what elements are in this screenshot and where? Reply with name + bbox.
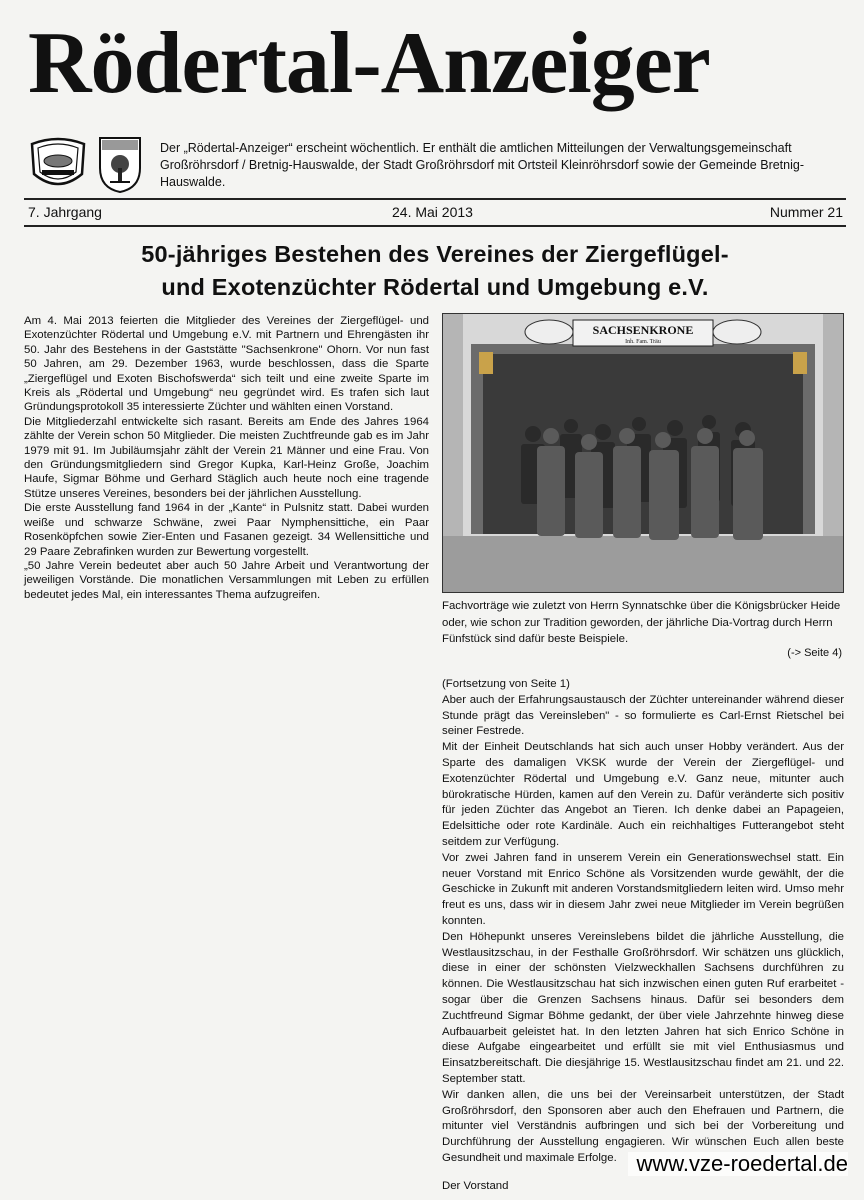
article-paragraph: (Fortsetzung von Seite 1)	[442, 678, 570, 690]
article-column-left	[24, 314, 429, 602]
article-paragraph: Wir danken allen, die uns bei der Vereinsarbeit unterstützen, der Stadt Großröhrsdorf, den Sponsoren aber auch den Ehefrauen und Partnern, die mitunter viel Verständnis aufbringen und sich bei der Vorbereitung und Durchführung der Ausstellung engagieren. Wir wünschen Euch allen beste Gesundheit und maximale Erfolge.	[442, 1088, 844, 1164]
group-photo	[442, 313, 844, 593]
article-paragraph: Vor zwei Jahren fand in unserem Verein ein Generationswechsel statt. Ein neuer Vorstand mit Enrico Schöne als Vorsitzenden wurde gewählt, der die Geschicke in Zukunft mit anderen Vorstandsmitgliedern leiten wird. Umso mehr freut es uns, dass wir in diesem Jahr zwei neue Mitglieder im Verein begrüßen konnten.	[442, 851, 844, 927]
article-paragraph: Aber auch der Erfahrungsaustausch der Züchter untereinander während dieser Stunde prägt das Vereinsleben" - so formulierte es Carl-Ernst Rietschel bei seiner Festrede.	[442, 693, 844, 738]
article-paragraph: Die Mitgliederzahl entwickelte sich rasant. Bereits am Ende des Jahres 1964 zählte der Verein schon 50 Mitglieder. Die meisten Zuchtfreunde gab es im Jahr 1979 mit 91. Im Jubiläumsjahr zählt der Verein 21 Männer und eine Frau. Von den Gründungsmitgliedern sind Gregor Kupka, Karl-Heinz Große, Joachim Haufe, Sigmar Böhme und Gerhard Stäglich auch heute noch eine tragende Stütze unseres Vereines, besonders bei der jährlichen Ausstellung.	[24, 415, 429, 500]
article-paragraph: Den Höhepunkt unseres Vereinslebens bildet die jährliche Ausstellung, die Westlausitzschau, in der Festhalle Großröhrsdorf. Wir schätzen uns glücklich, diese in einer der schönsten Vielzweckhallen Sachsens durchführen zu können. Die Westlausitzschau hat sich inzwischen einen guten Ruf erarbeitet - sogar über die Grenzen Sachsens hinaus. Dafür sei besonders dem Zuchtfreund Sigmar Böhme gedankt, der über viele Jahrzehnte hinweg diese Aufbauarbeit geleistet hat. In den letzten Jahren hat sich Enrico Schöne in diese Aufgabe eingearbeitet und erfüllt sie mit viel Enthusiasmus und Einsatzbereitschaft. Die diesjährige 15. Westlausitzschau findet am 21. und 22. September statt.	[442, 930, 844, 1085]
group-photo-illustration	[443, 314, 843, 592]
municipal-coat-of-arms	[96, 134, 144, 194]
edition-bar	[28, 203, 843, 221]
association-logo	[26, 134, 90, 194]
article-paragraph: Mit der Einheit Deutschlands hat sich auch unser Hobby verändert. Aus der Sparte des damaligen VKSK wurde der Verein der Ziergeflügel- und Exotenzüchter Rödertal und Umgebung e.V. Ganz neue, mitunter auch bürokratische Hürden, kamen auf den Verein zu. Dafür veränderte sich positiv für jeden Züchter das Angebot an Tieren. Ich denke dabei an Papageien, Edelsittiche oder rote Kardinäle. Auch ein reichhaltiges Futterangebot steht seitdem zur Verfügung.	[442, 741, 844, 848]
article-signature: Der Vorstand	[442, 1179, 509, 1192]
edition-volume: 7. Jahrgang	[28, 204, 102, 220]
article-paragraph: Die erste Ausstellung fand 1964 in der „Kante“ in Pulsnitz statt. Dabei wurden weiße und schwarze Schwäne, zwei Paar Nymphensittiche, ein Paar Rosenköpfchen sowie Zier-Enten und Fasanen gezeigt. 34 Wellensittiche und 29 Paare Zebrafinken wurden zur Bewertung vorgestellt.	[24, 502, 429, 558]
article-headline	[30, 238, 840, 304]
continuation-reference: (-> Seite 4)	[787, 647, 842, 659]
headline-line-1: 50-jähriges Bestehen des Vereines der Ziergeflügel-	[141, 241, 729, 267]
headline-line-2: und Exotenzüchter Rödertal und Umgebung e.V.	[161, 274, 709, 300]
photo-sign-subtext: Inh. Fam. Träu	[625, 339, 661, 345]
article-column-right	[442, 677, 844, 1195]
website-watermark: www.vze-roedertal.de	[628, 1152, 848, 1176]
publication-intro: Der „Rödertal-Anzeiger“ erscheint wöchentlich. Er enthält die amtlichen Mitteilungen der Verwaltungsgemeinschaft Großröhrsdorf / Bretnig-Hauswalde, der Stadt Großröhrsdorf mit Ortsteil Kleinröhrsdorf sowie der Gemeinde Bretnig-Hauswalde.	[160, 141, 804, 189]
edition-date: 24. Mai 2013	[392, 204, 473, 220]
masthead-title: Rödertal-Anzeiger	[28, 15, 710, 112]
masthead-divider-bottom	[24, 225, 846, 227]
article-paragraph: Am 4. Mai 2013 feierten die Mitglieder des Vereines der Ziergeflügel- und Exotenzüchter Rödertal und Umgebung e.V. mit Partnern und Ehrengästen ihr 50. Jahr des Bestehens in der Gaststätte "Sachsenkrone" Ohorn. Vor nun fast 50 Jahren, am 29. Dezember 1963, wurde beschlossen, dass die Sparte „Ziergeflügel und Exoten Bischofswerda“ sich teilt und eine zweite Sparte im Kreis als „Rödertal und Umgebung“ neu gegründet wird. Es trafen sich laut Gründungsprotokoll 35 interessierte Züchter und wählten einen Vorstand.	[24, 315, 429, 414]
photo-sign-text: SACHSENKRONE	[592, 323, 694, 337]
edition-number: Nummer 21	[769, 204, 843, 220]
article-paragraph: „50 Jahre Verein bedeutet aber auch 50 Jahre Arbeit und Verantwortung der jeweiligen Vorstände. Die monatlichen Versammlungen mit Leben zu erfüllen bedeutet jedes Mal, ein interessantes Thema aufzugreifen.	[24, 559, 429, 601]
photo-caption: Fachvorträge wie zuletzt von Herrn Synnatschke über die Königsbrücker Heide oder, wie schon zur Tradition geworden, der jährliche Dia-Vortrag durch Herrn Fünfstück sind dafür beste Beispiele.	[442, 600, 841, 645]
masthead-divider-top	[24, 198, 846, 200]
